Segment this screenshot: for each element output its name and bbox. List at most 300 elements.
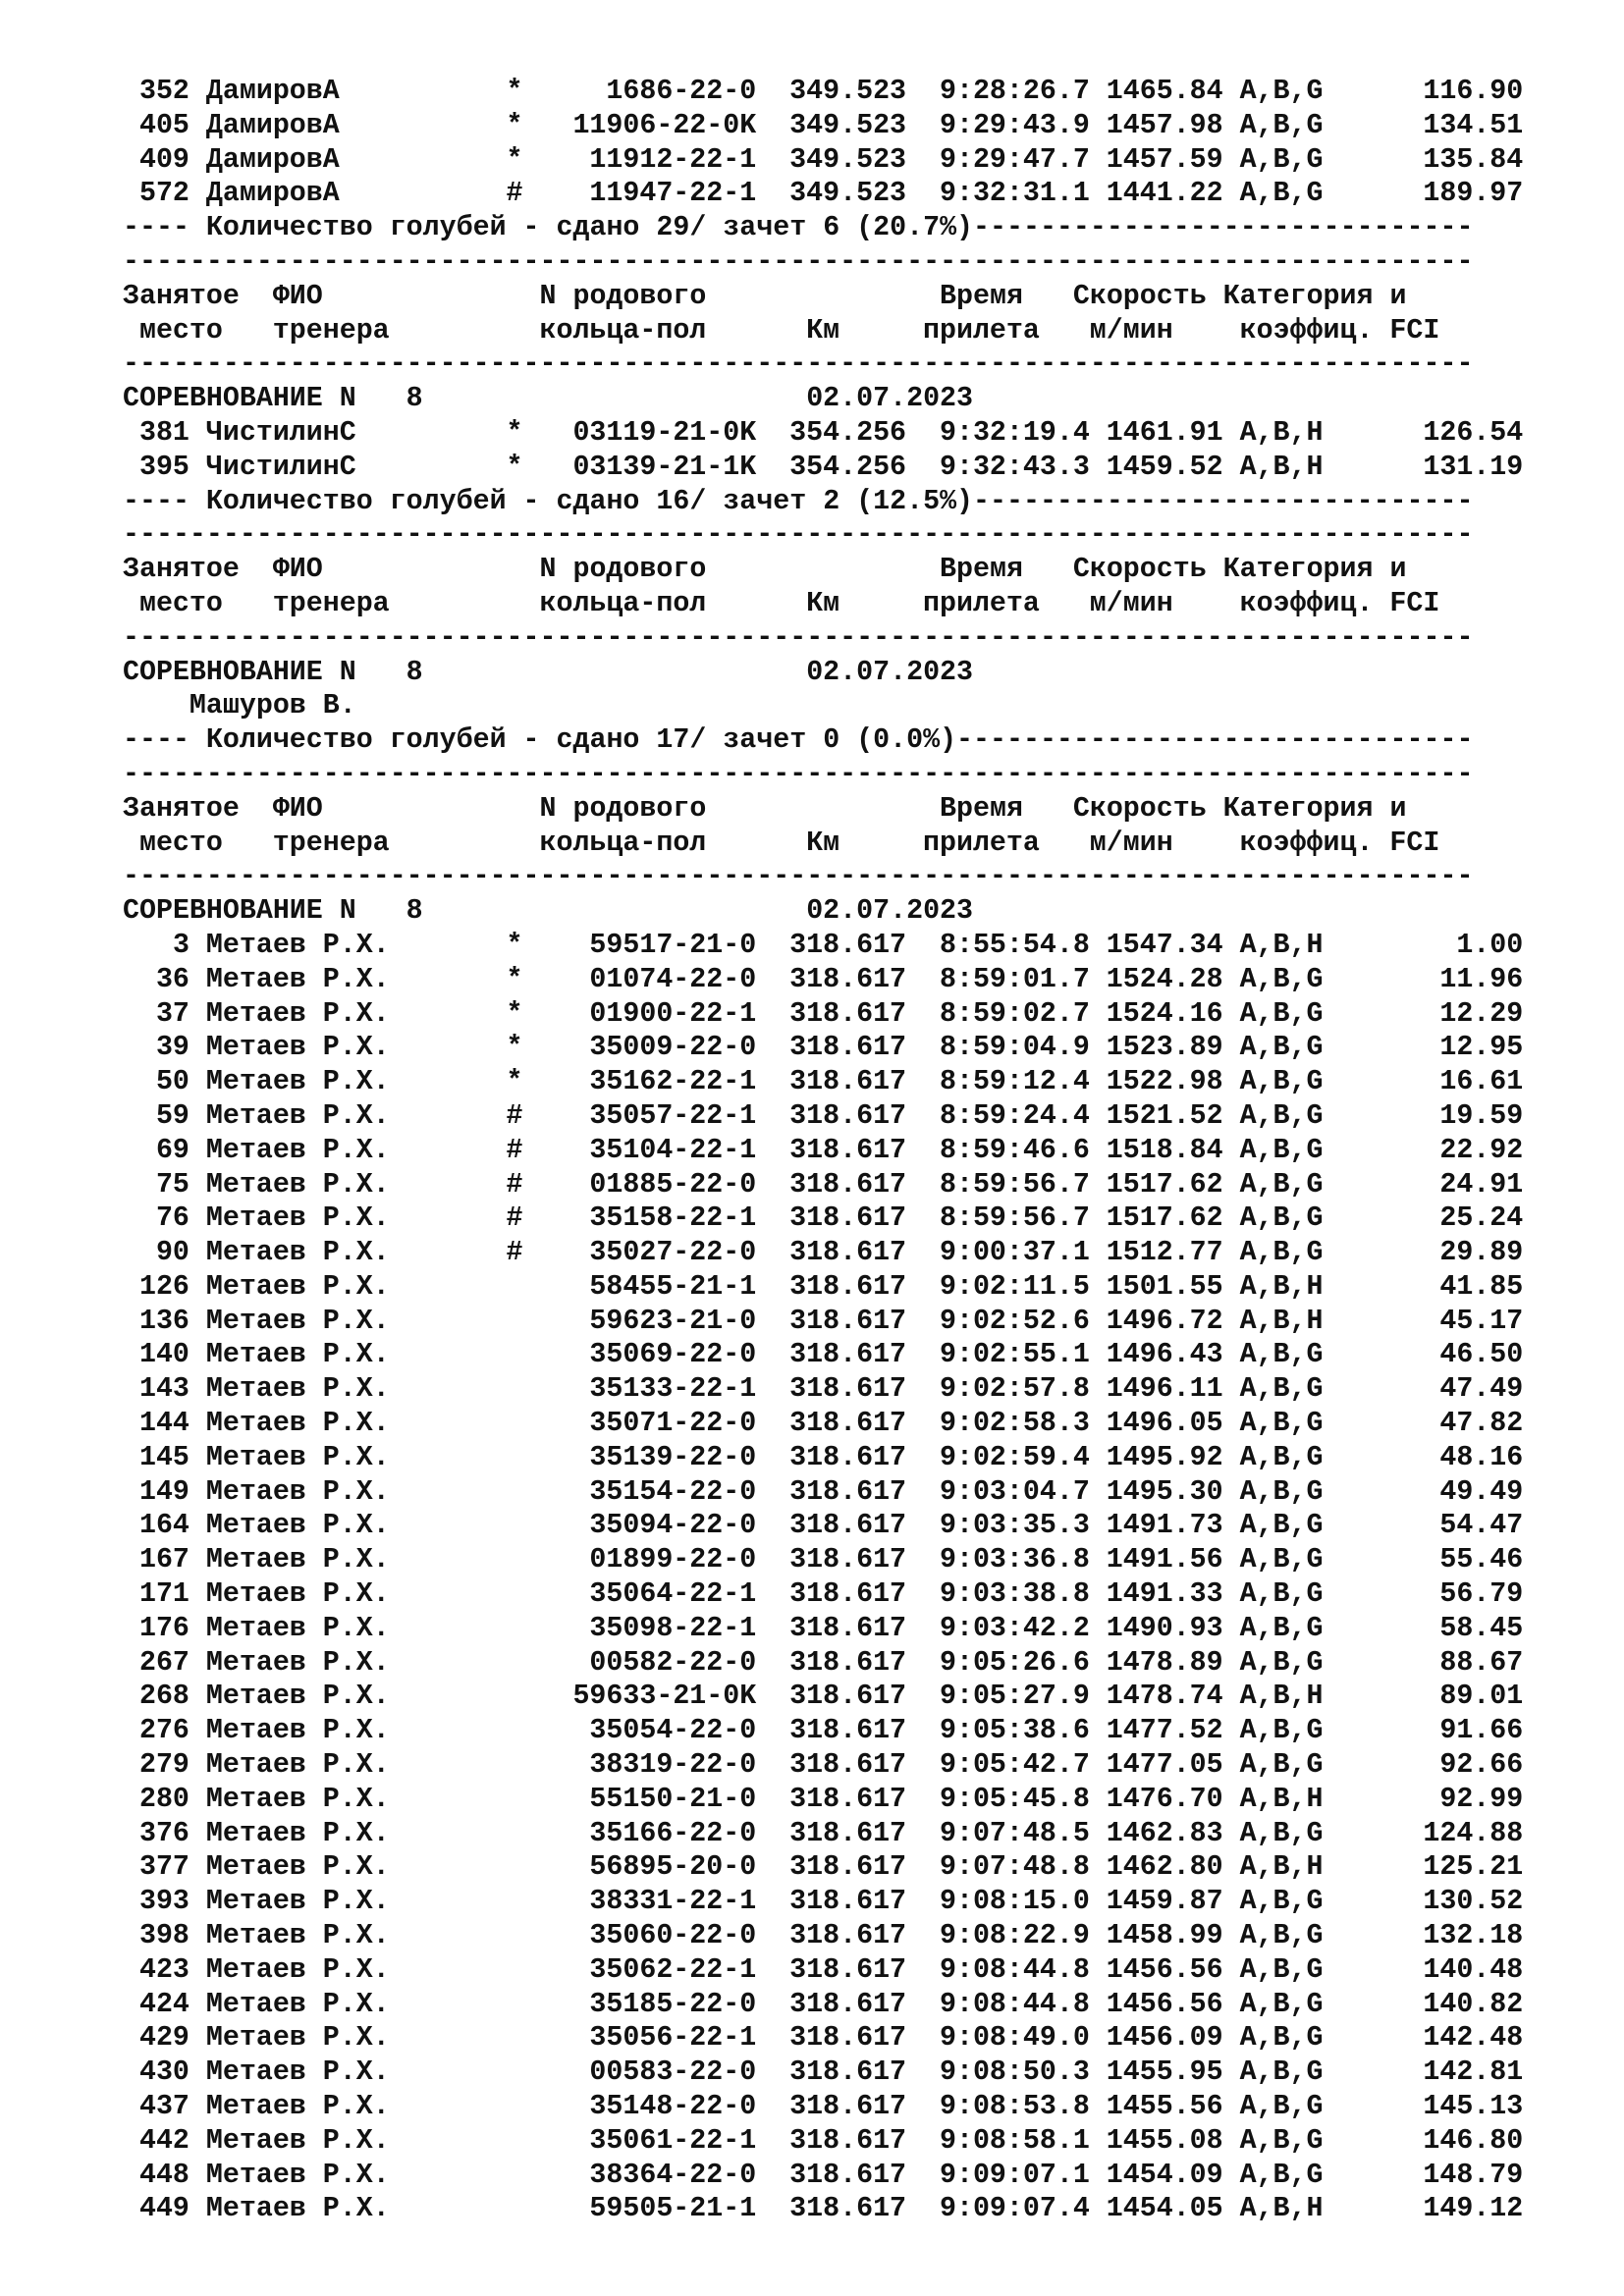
time-cell: 9:05:42.7 bbox=[939, 1749, 1090, 1782]
fci-cell: 47.82 bbox=[1439, 1408, 1524, 1440]
name-cell: Метаев Р.Х. bbox=[205, 2159, 390, 2191]
table-row bbox=[123, 1680, 1523, 1714]
name-cell: Метаев Р.Х. bbox=[205, 1305, 390, 1337]
header-time: Время bbox=[940, 554, 1023, 586]
speed-cell: 1496.43 bbox=[1106, 1339, 1223, 1371]
ring-cell: 35061-22-1 bbox=[589, 2124, 757, 2157]
speed-cell: 1462.80 bbox=[1106, 1851, 1223, 1884]
place-cell: 423 bbox=[138, 1953, 189, 1986]
header-name-2: тренера bbox=[272, 827, 390, 859]
competition-title bbox=[123, 382, 1523, 416]
category-cell: A,B,G bbox=[1239, 1408, 1324, 1440]
km-cell: 349.523 bbox=[789, 109, 907, 141]
section-summary bbox=[123, 211, 1523, 245]
time-cell: 9:03:42.2 bbox=[939, 1612, 1090, 1644]
table-row bbox=[123, 1134, 1523, 1168]
dashed-rule: --------------------------------------------------------------------------------- bbox=[123, 519, 1474, 552]
km-cell: 318.617 bbox=[789, 1988, 907, 2020]
header-ring-2: кольца-пол bbox=[539, 827, 707, 859]
category-cell: A,B,G bbox=[1239, 963, 1324, 995]
fci-cell: 148.79 bbox=[1423, 2159, 1524, 2191]
category-cell: A,B,H bbox=[1239, 929, 1324, 961]
table-row bbox=[123, 2124, 1523, 2159]
table-row bbox=[123, 1099, 1523, 1134]
fci-cell: 49.49 bbox=[1439, 1475, 1524, 1508]
name-cell: Метаев Р.Х. bbox=[205, 1681, 390, 1713]
ring-cell: 35185-22-0 bbox=[589, 1988, 757, 2020]
speed-cell: 1455.95 bbox=[1106, 2056, 1223, 2089]
place-cell: 126 bbox=[138, 1270, 189, 1303]
speed-cell: 1547.34 bbox=[1106, 929, 1223, 961]
mark-cell: * bbox=[506, 929, 523, 961]
km-cell: 318.617 bbox=[789, 1270, 907, 1303]
category-cell: A,B,H bbox=[1239, 1270, 1324, 1303]
place-cell: 144 bbox=[138, 1408, 189, 1440]
time-cell: 9:02:58.3 bbox=[939, 1408, 1090, 1440]
header-category-2: коэффиц. FCI bbox=[1239, 587, 1440, 619]
table-row bbox=[123, 1475, 1523, 1510]
fci-cell: 124.88 bbox=[1423, 1817, 1524, 1849]
header-speed-2: м/мин bbox=[1089, 587, 1173, 619]
header-name: ФИО bbox=[272, 792, 323, 825]
mark-cell: * bbox=[506, 963, 523, 995]
summary-text: ---- Количество голубей - сдано 17/ зачет 0 (0.0%)------------------------------- bbox=[123, 724, 1474, 757]
km-cell: 318.617 bbox=[789, 1475, 907, 1508]
place-cell: 39 bbox=[155, 1032, 189, 1064]
mark-cell: # bbox=[506, 1168, 523, 1201]
speed-cell: 1456.56 bbox=[1106, 1953, 1223, 1986]
name-cell: Метаев Р.Х. bbox=[205, 2091, 390, 2123]
km-cell: 318.617 bbox=[789, 1099, 907, 1132]
place-cell: 442 bbox=[138, 2124, 189, 2157]
category-cell: A,B,G bbox=[1239, 1544, 1324, 1576]
km-cell: 318.617 bbox=[789, 1681, 907, 1713]
speed-cell: 1496.11 bbox=[1106, 1373, 1223, 1406]
name-cell: Метаев Р.Х. bbox=[205, 1783, 390, 1815]
column-header-line-1 bbox=[123, 792, 1523, 827]
name-cell: Метаев Р.Х. bbox=[205, 1408, 390, 1440]
time-cell: 9:05:38.6 bbox=[939, 1715, 1090, 1747]
name-cell: Метаев Р.Х. bbox=[205, 1202, 390, 1235]
competition-number: СОРЕВНОВАНИЕ N 8 bbox=[123, 895, 423, 928]
header-speed-2: м/мин bbox=[1089, 314, 1173, 347]
km-cell: 318.617 bbox=[789, 1544, 907, 1576]
category-cell: A,B,G bbox=[1239, 1715, 1324, 1747]
ring-cell: 35104-22-1 bbox=[589, 1134, 757, 1166]
name-cell: Метаев Р.Х. bbox=[205, 997, 390, 1030]
time-cell: 8:59:24.4 bbox=[939, 1099, 1090, 1132]
place-cell: 449 bbox=[138, 2193, 189, 2225]
speed-cell: 1458.99 bbox=[1106, 1920, 1223, 1952]
speed-cell: 1477.52 bbox=[1106, 1715, 1223, 1747]
km-cell: 349.523 bbox=[789, 143, 907, 176]
table-row bbox=[123, 1201, 1523, 1236]
table-row bbox=[123, 1850, 1523, 1885]
mark-cell: * bbox=[506, 451, 523, 483]
header-place: Занятое bbox=[123, 792, 240, 825]
category-cell: A,B,G bbox=[1239, 2159, 1324, 2191]
place-cell: 36 bbox=[155, 963, 189, 995]
time-cell: 9:32:31.1 bbox=[939, 178, 1090, 210]
mark-cell: * bbox=[506, 109, 523, 141]
name-cell: Метаев Р.Х. bbox=[205, 1851, 390, 1884]
header-place-2: место bbox=[138, 587, 223, 619]
ring-cell: 35139-22-0 bbox=[589, 1441, 757, 1473]
dashed-separator bbox=[123, 518, 1523, 553]
fci-cell: 140.48 bbox=[1423, 1953, 1524, 1986]
time-cell: 9:00:37.1 bbox=[939, 1237, 1090, 1269]
ring-cell: 58455-21-1 bbox=[589, 1270, 757, 1303]
place-cell: 3 bbox=[172, 929, 189, 961]
ring-cell: 55150-21-0 bbox=[589, 1783, 757, 1815]
speed-cell: 1491.33 bbox=[1106, 1578, 1223, 1611]
speed-cell: 1478.89 bbox=[1106, 1646, 1223, 1679]
time-cell: 9:29:43.9 bbox=[939, 109, 1090, 141]
place-cell: 59 bbox=[155, 1099, 189, 1132]
speed-cell: 1456.56 bbox=[1106, 1988, 1223, 2020]
fci-cell: 92.99 bbox=[1439, 1783, 1524, 1815]
dashed-separator bbox=[123, 245, 1523, 280]
name-cell: Метаев Р.Х. bbox=[205, 1373, 390, 1406]
place-cell: 267 bbox=[138, 1646, 189, 1679]
km-cell: 318.617 bbox=[789, 1373, 907, 1406]
name-cell: Метаев Р.Х. bbox=[205, 2056, 390, 2089]
competition-number: СОРЕВНОВАНИЕ N 8 bbox=[123, 656, 423, 688]
fci-cell: 92.66 bbox=[1439, 1749, 1524, 1782]
time-cell: 9:02:57.8 bbox=[939, 1373, 1090, 1406]
category-cell: A,B,G bbox=[1239, 76, 1324, 107]
category-cell: A,B,G bbox=[1239, 1510, 1324, 1542]
place-cell: 381 bbox=[138, 416, 189, 449]
ring-cell: 35056-22-1 bbox=[589, 2022, 757, 2055]
time-cell: 9:08:53.8 bbox=[939, 2091, 1090, 2123]
column-header-line-1 bbox=[123, 553, 1523, 587]
category-cell: A,B,G bbox=[1239, 1817, 1324, 1849]
place-cell: 140 bbox=[138, 1339, 189, 1371]
name-cell: Метаев Р.Х. bbox=[205, 1886, 390, 1918]
time-cell: 9:02:55.1 bbox=[939, 1339, 1090, 1371]
table-row bbox=[123, 1612, 1523, 1646]
table-row bbox=[123, 75, 1523, 109]
fci-cell: 88.67 bbox=[1439, 1646, 1524, 1679]
header-name: ФИО bbox=[272, 280, 323, 312]
dashed-rule: --------------------------------------------------------------------------------- bbox=[123, 758, 1474, 790]
km-cell: 354.256 bbox=[789, 416, 907, 449]
speed-cell: 1517.62 bbox=[1106, 1202, 1223, 1235]
header-place: Занятое bbox=[123, 554, 240, 586]
place-cell: 149 bbox=[138, 1475, 189, 1508]
fci-cell: 130.52 bbox=[1423, 1886, 1524, 1918]
name-cell: Метаев Р.Х. bbox=[205, 2022, 390, 2055]
place-cell: 280 bbox=[138, 1783, 189, 1815]
place-cell: 268 bbox=[138, 1681, 189, 1713]
ring-cell: 38331-22-1 bbox=[589, 1886, 757, 1918]
place-cell: 90 bbox=[155, 1237, 189, 1269]
header-ring: N родового bbox=[539, 554, 707, 586]
summary-text: ---- Количество голубей - сдано 16/ зачет 2 (12.5%)------------------------------ bbox=[123, 485, 1474, 517]
competition-number: СОРЕВНОВАНИЕ N 8 bbox=[123, 383, 423, 415]
speed-cell: 1496.05 bbox=[1106, 1408, 1223, 1440]
fci-cell: 25.24 bbox=[1439, 1202, 1524, 1235]
name-cell: Метаев Р.Х. bbox=[205, 1032, 390, 1064]
category-cell: A,B,G bbox=[1239, 1953, 1324, 1986]
name-cell: Метаев Р.Х. bbox=[205, 2193, 390, 2225]
table-row bbox=[123, 1988, 1523, 2022]
header-name-2: тренера bbox=[272, 314, 390, 347]
place-cell: 167 bbox=[138, 1544, 189, 1576]
name-cell: Метаев Р.Х. bbox=[205, 1134, 390, 1166]
table-row bbox=[123, 1646, 1523, 1681]
fci-cell: 58.45 bbox=[1439, 1612, 1524, 1644]
place-cell: 377 bbox=[138, 1851, 189, 1884]
name-cell: ДамировА bbox=[205, 76, 340, 107]
name-cell: Метаев Р.Х. bbox=[205, 1988, 390, 2020]
time-cell: 9:05:26.6 bbox=[939, 1646, 1090, 1679]
category-cell: A,B,H bbox=[1239, 1305, 1324, 1337]
name-cell: ДамировА bbox=[205, 109, 340, 141]
column-header-line-2 bbox=[123, 314, 1523, 348]
mark-cell: * bbox=[506, 143, 523, 176]
km-cell: 318.617 bbox=[789, 1168, 907, 1201]
time-cell: 9:03:38.8 bbox=[939, 1578, 1090, 1611]
name-cell: Метаев Р.Х. bbox=[205, 2124, 390, 2157]
table-row bbox=[123, 1441, 1523, 1475]
category-cell: A,B,G bbox=[1239, 1578, 1324, 1611]
section-summary bbox=[123, 723, 1523, 758]
speed-cell: 1454.09 bbox=[1106, 2159, 1223, 2191]
time-cell: 9:02:52.6 bbox=[939, 1305, 1090, 1337]
ring-cell: 00583-22-0 bbox=[589, 2056, 757, 2089]
table-row bbox=[123, 2090, 1523, 2124]
fci-cell: 132.18 bbox=[1423, 1920, 1524, 1952]
km-cell: 318.617 bbox=[789, 1134, 907, 1166]
place-cell: 145 bbox=[138, 1441, 189, 1473]
km-cell: 354.256 bbox=[789, 451, 907, 483]
place-cell: 352 bbox=[138, 76, 189, 107]
place-cell: 393 bbox=[138, 1886, 189, 1918]
time-cell: 9:32:43.3 bbox=[939, 451, 1090, 483]
category-cell: A,B,G bbox=[1239, 1886, 1324, 1918]
name-cell: ДамировА bbox=[205, 178, 340, 210]
km-cell: 318.617 bbox=[789, 1510, 907, 1542]
column-header-line-2 bbox=[123, 587, 1523, 621]
table-row bbox=[123, 109, 1523, 143]
fci-cell: 146.80 bbox=[1423, 2124, 1524, 2157]
km-cell: 318.617 bbox=[789, 1202, 907, 1235]
fci-cell: 55.46 bbox=[1439, 1544, 1524, 1576]
speed-cell: 1478.74 bbox=[1106, 1681, 1223, 1713]
header-category: Категория и bbox=[1222, 280, 1407, 312]
category-cell: A,B,G bbox=[1239, 143, 1324, 176]
name-cell: ЧистилинС bbox=[205, 451, 356, 483]
fci-cell: 41.85 bbox=[1439, 1270, 1524, 1303]
fci-cell: 54.47 bbox=[1439, 1510, 1524, 1542]
header-ring-2: кольца-пол bbox=[539, 587, 707, 619]
ring-cell: 35054-22-0 bbox=[589, 1715, 757, 1747]
name-cell: Метаев Р.Х. bbox=[205, 1715, 390, 1747]
category-cell: A,B,G bbox=[1239, 1441, 1324, 1473]
table-row bbox=[123, 929, 1523, 963]
category-cell: A,B,H bbox=[1239, 1851, 1324, 1884]
time-cell: 8:59:56.7 bbox=[939, 1168, 1090, 1201]
km-cell: 318.617 bbox=[789, 2159, 907, 2191]
table-row bbox=[123, 1305, 1523, 1339]
table-row bbox=[123, 1031, 1523, 1065]
name-cell: Метаев Р.Х. bbox=[205, 1237, 390, 1269]
category-cell: A,B,H bbox=[1239, 416, 1324, 449]
ring-cell: 11912-22-1 bbox=[589, 143, 757, 176]
time-cell: 8:59:46.6 bbox=[939, 1134, 1090, 1166]
category-cell: A,B,G bbox=[1239, 109, 1324, 141]
competition-title bbox=[123, 894, 1523, 929]
category-cell: A,B,G bbox=[1239, 178, 1324, 210]
km-cell: 318.617 bbox=[789, 1339, 907, 1371]
km-cell: 318.617 bbox=[789, 1612, 907, 1644]
mark-cell: * bbox=[506, 1032, 523, 1064]
table-row bbox=[123, 1168, 1523, 1202]
time-cell: 9:09:07.1 bbox=[939, 2159, 1090, 2191]
header-km: Км bbox=[806, 314, 840, 347]
speed-cell: 1457.59 bbox=[1106, 143, 1223, 176]
speed-cell: 1491.73 bbox=[1106, 1510, 1223, 1542]
category-cell: A,B,G bbox=[1239, 1612, 1324, 1644]
table-row bbox=[123, 997, 1523, 1032]
km-cell: 318.617 bbox=[789, 1441, 907, 1473]
km-cell: 318.617 bbox=[789, 2091, 907, 2123]
time-cell: 8:55:54.8 bbox=[939, 929, 1090, 961]
time-cell: 9:08:15.0 bbox=[939, 1886, 1090, 1918]
name-cell: Метаев Р.Х. bbox=[205, 1441, 390, 1473]
speed-cell: 1465.84 bbox=[1106, 76, 1223, 107]
speed-cell: 1490.93 bbox=[1106, 1612, 1223, 1644]
table-row bbox=[123, 2192, 1523, 2226]
fci-cell: 131.19 bbox=[1423, 451, 1524, 483]
name-cell: Метаев Р.Х. bbox=[205, 963, 390, 995]
place-cell: 424 bbox=[138, 1988, 189, 2020]
time-cell: 8:59:12.4 bbox=[939, 1066, 1090, 1098]
fci-cell: 12.29 bbox=[1439, 997, 1524, 1030]
place-cell: 437 bbox=[138, 2091, 189, 2123]
speed-cell: 1521.52 bbox=[1106, 1099, 1223, 1132]
category-cell: A,B,G bbox=[1239, 997, 1324, 1030]
table-row bbox=[123, 2159, 1523, 2193]
column-header-line-1 bbox=[123, 280, 1523, 314]
ring-cell: 35069-22-0 bbox=[589, 1339, 757, 1371]
place-cell: 572 bbox=[138, 178, 189, 210]
fci-cell: 89.01 bbox=[1439, 1681, 1524, 1713]
km-cell: 318.617 bbox=[789, 1953, 907, 1986]
fci-cell: 126.54 bbox=[1423, 416, 1524, 449]
header-speed: Скорость bbox=[1072, 792, 1207, 825]
speed-cell: 1501.55 bbox=[1106, 1270, 1223, 1303]
category-cell: A,B,G bbox=[1239, 1099, 1324, 1132]
km-cell: 318.617 bbox=[789, 1749, 907, 1782]
speed-cell: 1476.70 bbox=[1106, 1783, 1223, 1815]
ring-cell: 59623-21-0 bbox=[589, 1305, 757, 1337]
table-row bbox=[123, 1236, 1523, 1270]
dashed-rule: --------------------------------------------------------------------------------- bbox=[123, 861, 1474, 893]
name-cell: Метаев Р.Х. bbox=[205, 1510, 390, 1542]
name-cell: Метаев Р.Х. bbox=[205, 1749, 390, 1782]
ring-cell: 59505-21-1 bbox=[589, 2193, 757, 2225]
fci-cell: 45.17 bbox=[1439, 1305, 1524, 1337]
mark-cell: # bbox=[506, 1237, 523, 1269]
time-cell: 9:08:22.9 bbox=[939, 1920, 1090, 1952]
column-header-line-2 bbox=[123, 827, 1523, 861]
mark-cell: * bbox=[506, 1066, 523, 1098]
time-cell: 9:08:58.1 bbox=[939, 2124, 1090, 2157]
ring-cell: 01074-22-0 bbox=[589, 963, 757, 995]
ring-cell: 59517-21-0 bbox=[589, 929, 757, 961]
category-cell: A,B,G bbox=[1239, 1237, 1324, 1269]
time-cell: 9:03:04.7 bbox=[939, 1475, 1090, 1508]
km-cell: 318.617 bbox=[789, 1032, 907, 1064]
place-cell: 50 bbox=[155, 1066, 189, 1098]
name-cell: Метаев Р.Х. bbox=[205, 1646, 390, 1679]
time-cell: 9:08:44.8 bbox=[939, 1953, 1090, 1986]
category-cell: A,B,G bbox=[1239, 1202, 1324, 1235]
header-name: ФИО bbox=[272, 554, 323, 586]
category-cell: A,B,G bbox=[1239, 1134, 1324, 1166]
table-row bbox=[123, 1919, 1523, 1953]
ring-cell: 35062-22-1 bbox=[589, 1953, 757, 1986]
header-time-2: прилета bbox=[923, 314, 1040, 347]
fci-cell: 29.89 bbox=[1439, 1237, 1524, 1269]
name-cell: Метаев Р.Х. bbox=[205, 1168, 390, 1201]
competition-date: 02.07.2023 bbox=[806, 383, 974, 415]
ring-cell: 38364-22-0 bbox=[589, 2159, 757, 2191]
competition-title bbox=[123, 656, 1523, 690]
fci-cell: 19.59 bbox=[1439, 1099, 1524, 1132]
section-note bbox=[123, 689, 1523, 723]
category-cell: A,B,G bbox=[1239, 1646, 1324, 1679]
header-time: Время bbox=[940, 792, 1023, 825]
dashed-separator bbox=[123, 621, 1523, 656]
table-row bbox=[123, 1065, 1523, 1099]
name-cell: Метаев Р.Х. bbox=[205, 1339, 390, 1371]
km-cell: 318.617 bbox=[789, 1886, 907, 1918]
mark-cell: * bbox=[506, 997, 523, 1030]
fci-cell: 46.50 bbox=[1439, 1339, 1524, 1371]
table-row bbox=[123, 177, 1523, 211]
place-cell: 398 bbox=[138, 1920, 189, 1952]
name-cell: Метаев Р.Х. bbox=[205, 1920, 390, 1952]
mark-cell: * bbox=[506, 416, 523, 449]
header-speed-2: м/мин bbox=[1089, 827, 1173, 859]
header-time: Время bbox=[940, 280, 1023, 312]
place-cell: 279 bbox=[138, 1749, 189, 1782]
header-category: Категория и bbox=[1222, 554, 1407, 586]
mark-cell: * bbox=[506, 76, 523, 107]
dashed-rule: --------------------------------------------------------------------------------- bbox=[123, 245, 1474, 278]
dashed-separator bbox=[123, 860, 1523, 894]
fci-cell: 48.16 bbox=[1439, 1441, 1524, 1473]
table-row bbox=[123, 1577, 1523, 1612]
fci-cell: 22.92 bbox=[1439, 1134, 1524, 1166]
speed-cell: 1495.30 bbox=[1106, 1475, 1223, 1508]
speed-cell: 1456.09 bbox=[1106, 2022, 1223, 2055]
name-cell: Метаев Р.Х. bbox=[205, 1817, 390, 1849]
fci-cell: 56.79 bbox=[1439, 1578, 1524, 1611]
category-cell: A,B,G bbox=[1239, 1475, 1324, 1508]
km-cell: 318.617 bbox=[789, 963, 907, 995]
header-time-2: прилета bbox=[923, 827, 1040, 859]
header-place: Занятое bbox=[123, 280, 240, 312]
place-cell: 37 bbox=[155, 997, 189, 1030]
ring-cell: 35071-22-0 bbox=[589, 1408, 757, 1440]
table-row bbox=[123, 1338, 1523, 1372]
section-summary bbox=[123, 485, 1523, 519]
